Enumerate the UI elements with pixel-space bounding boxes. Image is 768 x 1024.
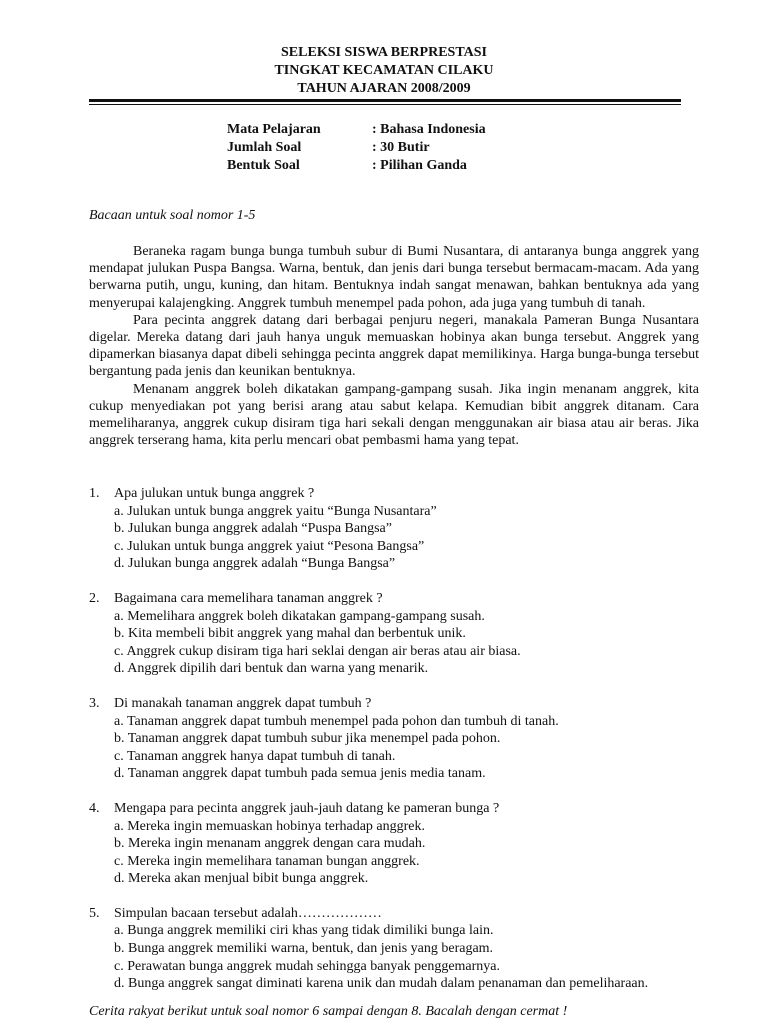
answer-option: b. Bunga anggrek memiliki warna, bentuk, dan jenis yang beragam. — [114, 941, 494, 957]
question-text: Simpulan bacaan tersebut adalah……………… — [114, 905, 382, 921]
question-item — [89, 590, 699, 678]
answer-option: d. Anggrek dipilih dari bentuk dan warna yang menarik. — [114, 661, 429, 677]
question-text: Apa julukan untuk bunga anggrek ? — [114, 486, 315, 501]
answer-option: c. Tanaman anggrek hanya dapat tumbuh di tanah. — [114, 748, 396, 764]
question-list — [89, 485, 699, 1010]
header-year: TAHUN AJARAN 2008/2009 — [297, 81, 471, 96]
info-value: : Pilihan Ganda — [372, 158, 467, 173]
question-number: 3. — [89, 695, 100, 711]
header-divider-thin — [89, 104, 681, 105]
answer-option: b. Tanaman anggrek dapat tumbuh subur jika menempel pada pohon. — [114, 731, 501, 747]
answer-option: a. Bunga anggrek memiliki ciri khas yang tidak dimiliki bunga lain. — [114, 923, 494, 939]
answer-option: d. Bunga anggrek sangat diminati karena unik dan mudah dalam penanaman dan pemeliharaan. — [114, 976, 649, 992]
reading-passage — [89, 243, 699, 449]
answer-option: a. Mereka ingin memuaskan hobinya terhadap anggrek. — [114, 818, 426, 834]
passage-paragraph: Para pecinta anggrek datang dari berbagai penjuru negeri, manakala Pameran Bunga Nusantara digelar. Mereka datang dari jauh hanya unguk memuaskan hobinya akan bunga tersebut. Anggrek yang dipamerkan biasanya dapat dibeli sehingga pecinta anggrek dapat memilikinya. Harga bunga-bunga tersebut bergantung pada jenis dan keunikan bentuknya. — [89, 312, 699, 380]
info-row — [227, 121, 486, 139]
passage-paragraph: Menanam anggrek boleh dikatakan gampang-gampang susah. Jika ingin menanam anggrek, kita cukup menyediakan pot yang berisi arang atau sabut kelapa. Kemudian bibit anggrek ditanam. Cara memeliharanya, anggrek cukup disiram tiga hari sekali dengan menggunakan air biasa atau air beras. Jika anggrek terserang hama, kita perlu mencari obat pembasmi hama yang tepat. — [89, 381, 699, 449]
answer-option: a. Memelihara anggrek boleh dikatakan gampang-gampang susah. — [114, 608, 485, 624]
question-text: Di manakah tanaman anggrek dapat tumbuh ? — [114, 695, 372, 711]
info-value: : 30 Butir — [372, 140, 430, 155]
question-number: 5. — [89, 905, 100, 921]
info-row — [227, 157, 486, 175]
answer-option: c. Julukan untuk bunga anggrek yaiut “Pesona Bangsa” — [114, 538, 425, 554]
question-number: 1. — [89, 486, 100, 501]
question-text: Bagaimana cara memelihara tanaman anggrek ? — [114, 590, 383, 606]
answer-option: a. Tanaman anggrek dapat tumbuh menempel pada pohon dan tumbuh di tanah. — [114, 713, 559, 729]
info-label: Jumlah Soal — [227, 140, 302, 155]
exam-info — [227, 121, 486, 175]
question-number: 4. — [89, 800, 100, 816]
question-text: Mengapa para pecinta anggrek jauh-jauh datang ke pameran bunga ? — [114, 800, 500, 816]
question-number: 2. — [89, 590, 100, 606]
next-section-instruction: Cerita rakyat berikut untuk soal nomor 6 sampai dengan 8. Bacalah dengan cermat ! — [89, 1004, 568, 1019]
info-label: Mata Pelajaran — [227, 122, 321, 137]
question-item — [89, 485, 699, 573]
answer-option: c. Mereka ingin memelihara tanaman bungan anggrek. — [114, 853, 420, 869]
header-divider-thick — [89, 99, 681, 102]
answer-option: c. Perawatan bunga anggrek mudah sehingga banyak penggemarnya. — [114, 958, 501, 974]
info-label: Bentuk Soal — [227, 158, 300, 173]
info-value: : Bahasa Indonesia — [372, 122, 486, 137]
answer-option: d. Mereka akan menjual bibit bunga anggrek. — [114, 871, 369, 887]
passage-paragraph: Beraneka ragam bunga bunga tumbuh subur di Bumi Nusantara, di antaranya bunga anggrek yang mendapat julukan Puspa Bangsa. Warna, bentuk, dan jenis dari bunga tersebut bermacam-macam. Ada yang berwarna putih, ungu, kuning, dan hitam. Bentuknya indah sangat menawan, bahkan bentuknya ada yang menyerupai kalajengking. Anggrek tumbuh menempel pada pohon, ada juga yang tumbuh di tanah. — [89, 244, 699, 311]
answer-option: a. Julukan untuk bunga anggrek yaitu “Bunga Nusantara” — [114, 503, 437, 519]
question-item — [89, 695, 699, 783]
info-row — [227, 139, 486, 157]
header-title: SELEKSI SISWA BERPRESTASI — [281, 45, 487, 60]
document-header — [0, 44, 768, 98]
header-subtitle: TINGKAT KECAMATAN CILAKU — [274, 63, 494, 78]
question-item — [89, 905, 699, 993]
answer-option: b. Julukan bunga anggrek adalah “Puspa Bangsa” — [114, 521, 392, 537]
answer-option: b. Mereka ingin menanam anggrek dengan cara mudah. — [114, 836, 426, 852]
reading-title: Bacaan untuk soal nomor 1-5 — [89, 208, 256, 223]
question-item — [89, 800, 699, 888]
answer-option: c. Anggrek cukup disiram tiga hari seklai dengan air beras atau air biasa. — [114, 643, 521, 659]
answer-option: d. Tanaman anggrek dapat tumbuh pada semua jenis media tanam. — [114, 766, 486, 782]
answer-option: b. Kita membeli bibit anggrek yang mahal dan berbentuk unik. — [114, 626, 466, 642]
answer-option: d. Julukan bunga anggrek adalah “Bunga Bangsa” — [114, 556, 396, 572]
